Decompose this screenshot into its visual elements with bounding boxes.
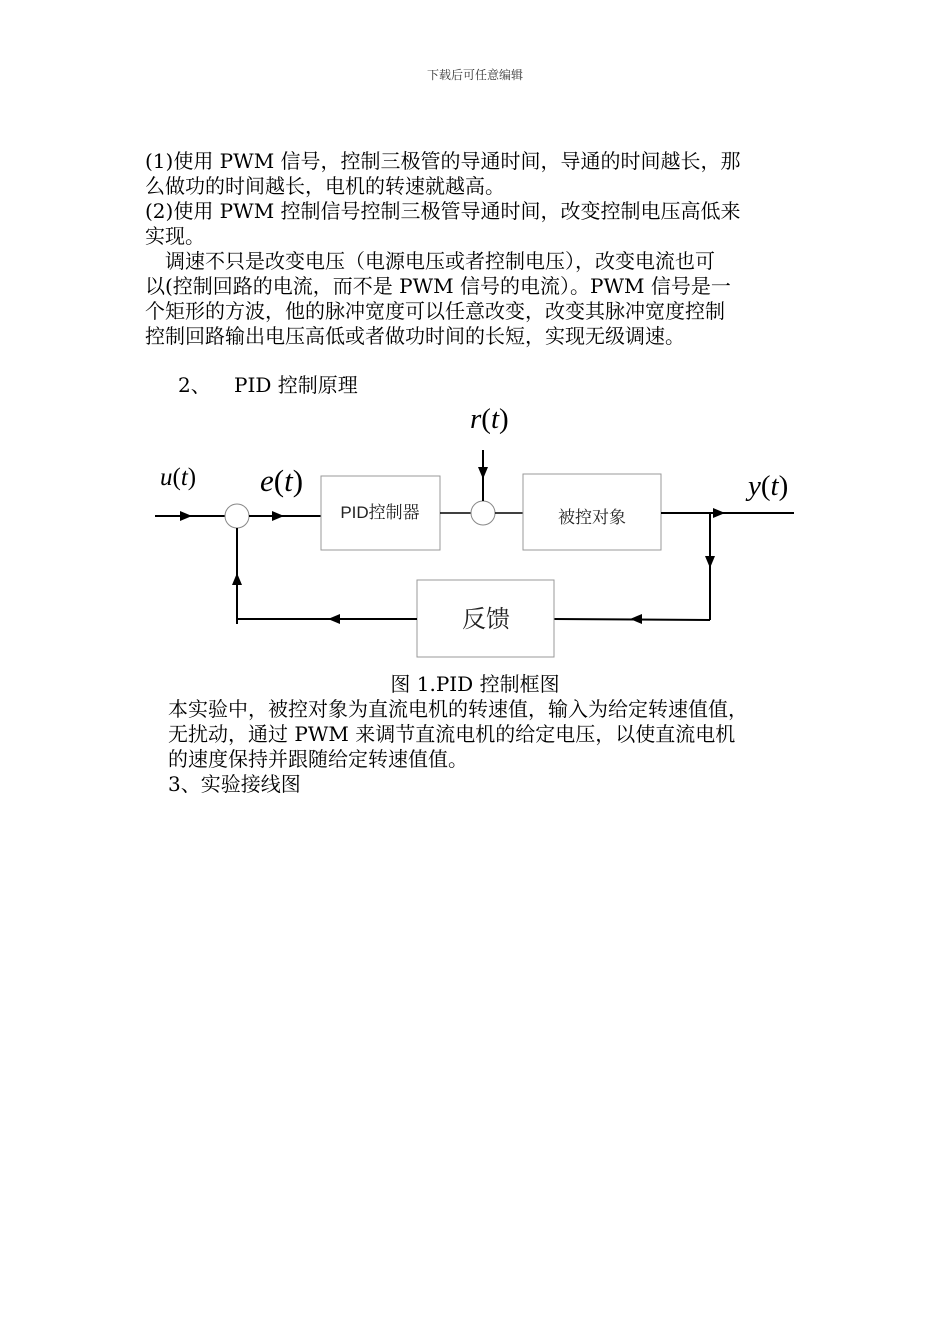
paren-open: ( bbox=[273, 463, 285, 498]
var-t: t bbox=[284, 463, 293, 498]
paren-close: ) bbox=[778, 470, 789, 502]
section-heading-wiring: 3、实验接线图 bbox=[168, 772, 301, 796]
var-t: t bbox=[770, 470, 779, 502]
arrow-icon bbox=[180, 511, 192, 521]
paren-open: ( bbox=[481, 403, 491, 435]
summing-junction bbox=[225, 504, 249, 528]
arrow-icon bbox=[713, 508, 725, 518]
page-header: 下载后可任意编辑 bbox=[426, 68, 523, 82]
text-line: 控制回路输出电压高低或者做功时间的长短，实现无级调速。 bbox=[145, 324, 685, 348]
text-line: 无扰动，通过 PWM 来调节直流电机的给定电压，以使直流电机 bbox=[168, 722, 736, 746]
var-y: y bbox=[748, 470, 761, 502]
paren-close: ) bbox=[499, 403, 509, 435]
pid-controller-label: PID控制器 bbox=[340, 503, 420, 522]
text-line: 调速不只是改变电压（电源电压或者控制电压），改变电流也可 bbox=[145, 249, 715, 273]
text-line: 么做功的时间越长，电机的转速就越高。 bbox=[145, 174, 505, 198]
var-u: u bbox=[160, 464, 173, 491]
paren-open: ( bbox=[760, 470, 771, 502]
label-y-of-t bbox=[745, 470, 788, 502]
var-t: t bbox=[490, 403, 500, 435]
var-t: t bbox=[180, 464, 188, 491]
var-e: e bbox=[260, 463, 274, 498]
text-line: 本实验中，被控对象为直流电机的转速值，输入为给定转速值值， bbox=[168, 697, 748, 721]
label-u-of-t bbox=[160, 464, 196, 491]
arrow-icon bbox=[705, 556, 715, 568]
pid-block-diagram bbox=[140, 395, 820, 665]
paren-open: ( bbox=[172, 464, 181, 491]
paragraph-experiment bbox=[168, 697, 848, 772]
paragraph-pwm bbox=[145, 149, 815, 349]
text-line: 以(控制回路的电流，而不是 PWM 信号的电流）。PWM 信号是一 bbox=[145, 274, 731, 298]
text-line: (1)使用 PWM 信号，控制三极管的导通时间，导通的时间越长，那 bbox=[145, 149, 741, 173]
arrow-icon bbox=[630, 614, 642, 624]
text-line: (2)使用 PWM 控制信号控制三极管导通时间，改变控制电压高低来 bbox=[145, 199, 741, 223]
arrow-icon bbox=[478, 467, 488, 479]
paren-close: ) bbox=[187, 464, 197, 491]
text-line: 个矩形的方波，他的脉冲宽度可以任意改变，改变其脉冲宽度控制 bbox=[145, 299, 725, 323]
text-line: 实现。 bbox=[145, 224, 205, 248]
arrow-icon bbox=[272, 511, 284, 521]
arrow-icon bbox=[232, 573, 242, 585]
summing-junction bbox=[471, 501, 495, 525]
section-number: 2、 bbox=[178, 373, 211, 397]
label-e-of-t bbox=[260, 463, 303, 498]
section-title: PID 控制原理 bbox=[234, 373, 358, 397]
text-line: 的速度保持并跟随给定转速值值。 bbox=[168, 747, 468, 771]
plant-label: 被控对象 bbox=[558, 508, 626, 527]
paren-close: ) bbox=[292, 463, 304, 498]
label-r-of-t bbox=[470, 403, 509, 435]
figure-caption: 图 1.PID 控制框图 bbox=[390, 672, 560, 696]
feedback-label: 反馈 bbox=[462, 606, 510, 633]
var-r: r bbox=[470, 403, 482, 435]
arrow-icon bbox=[328, 614, 340, 624]
